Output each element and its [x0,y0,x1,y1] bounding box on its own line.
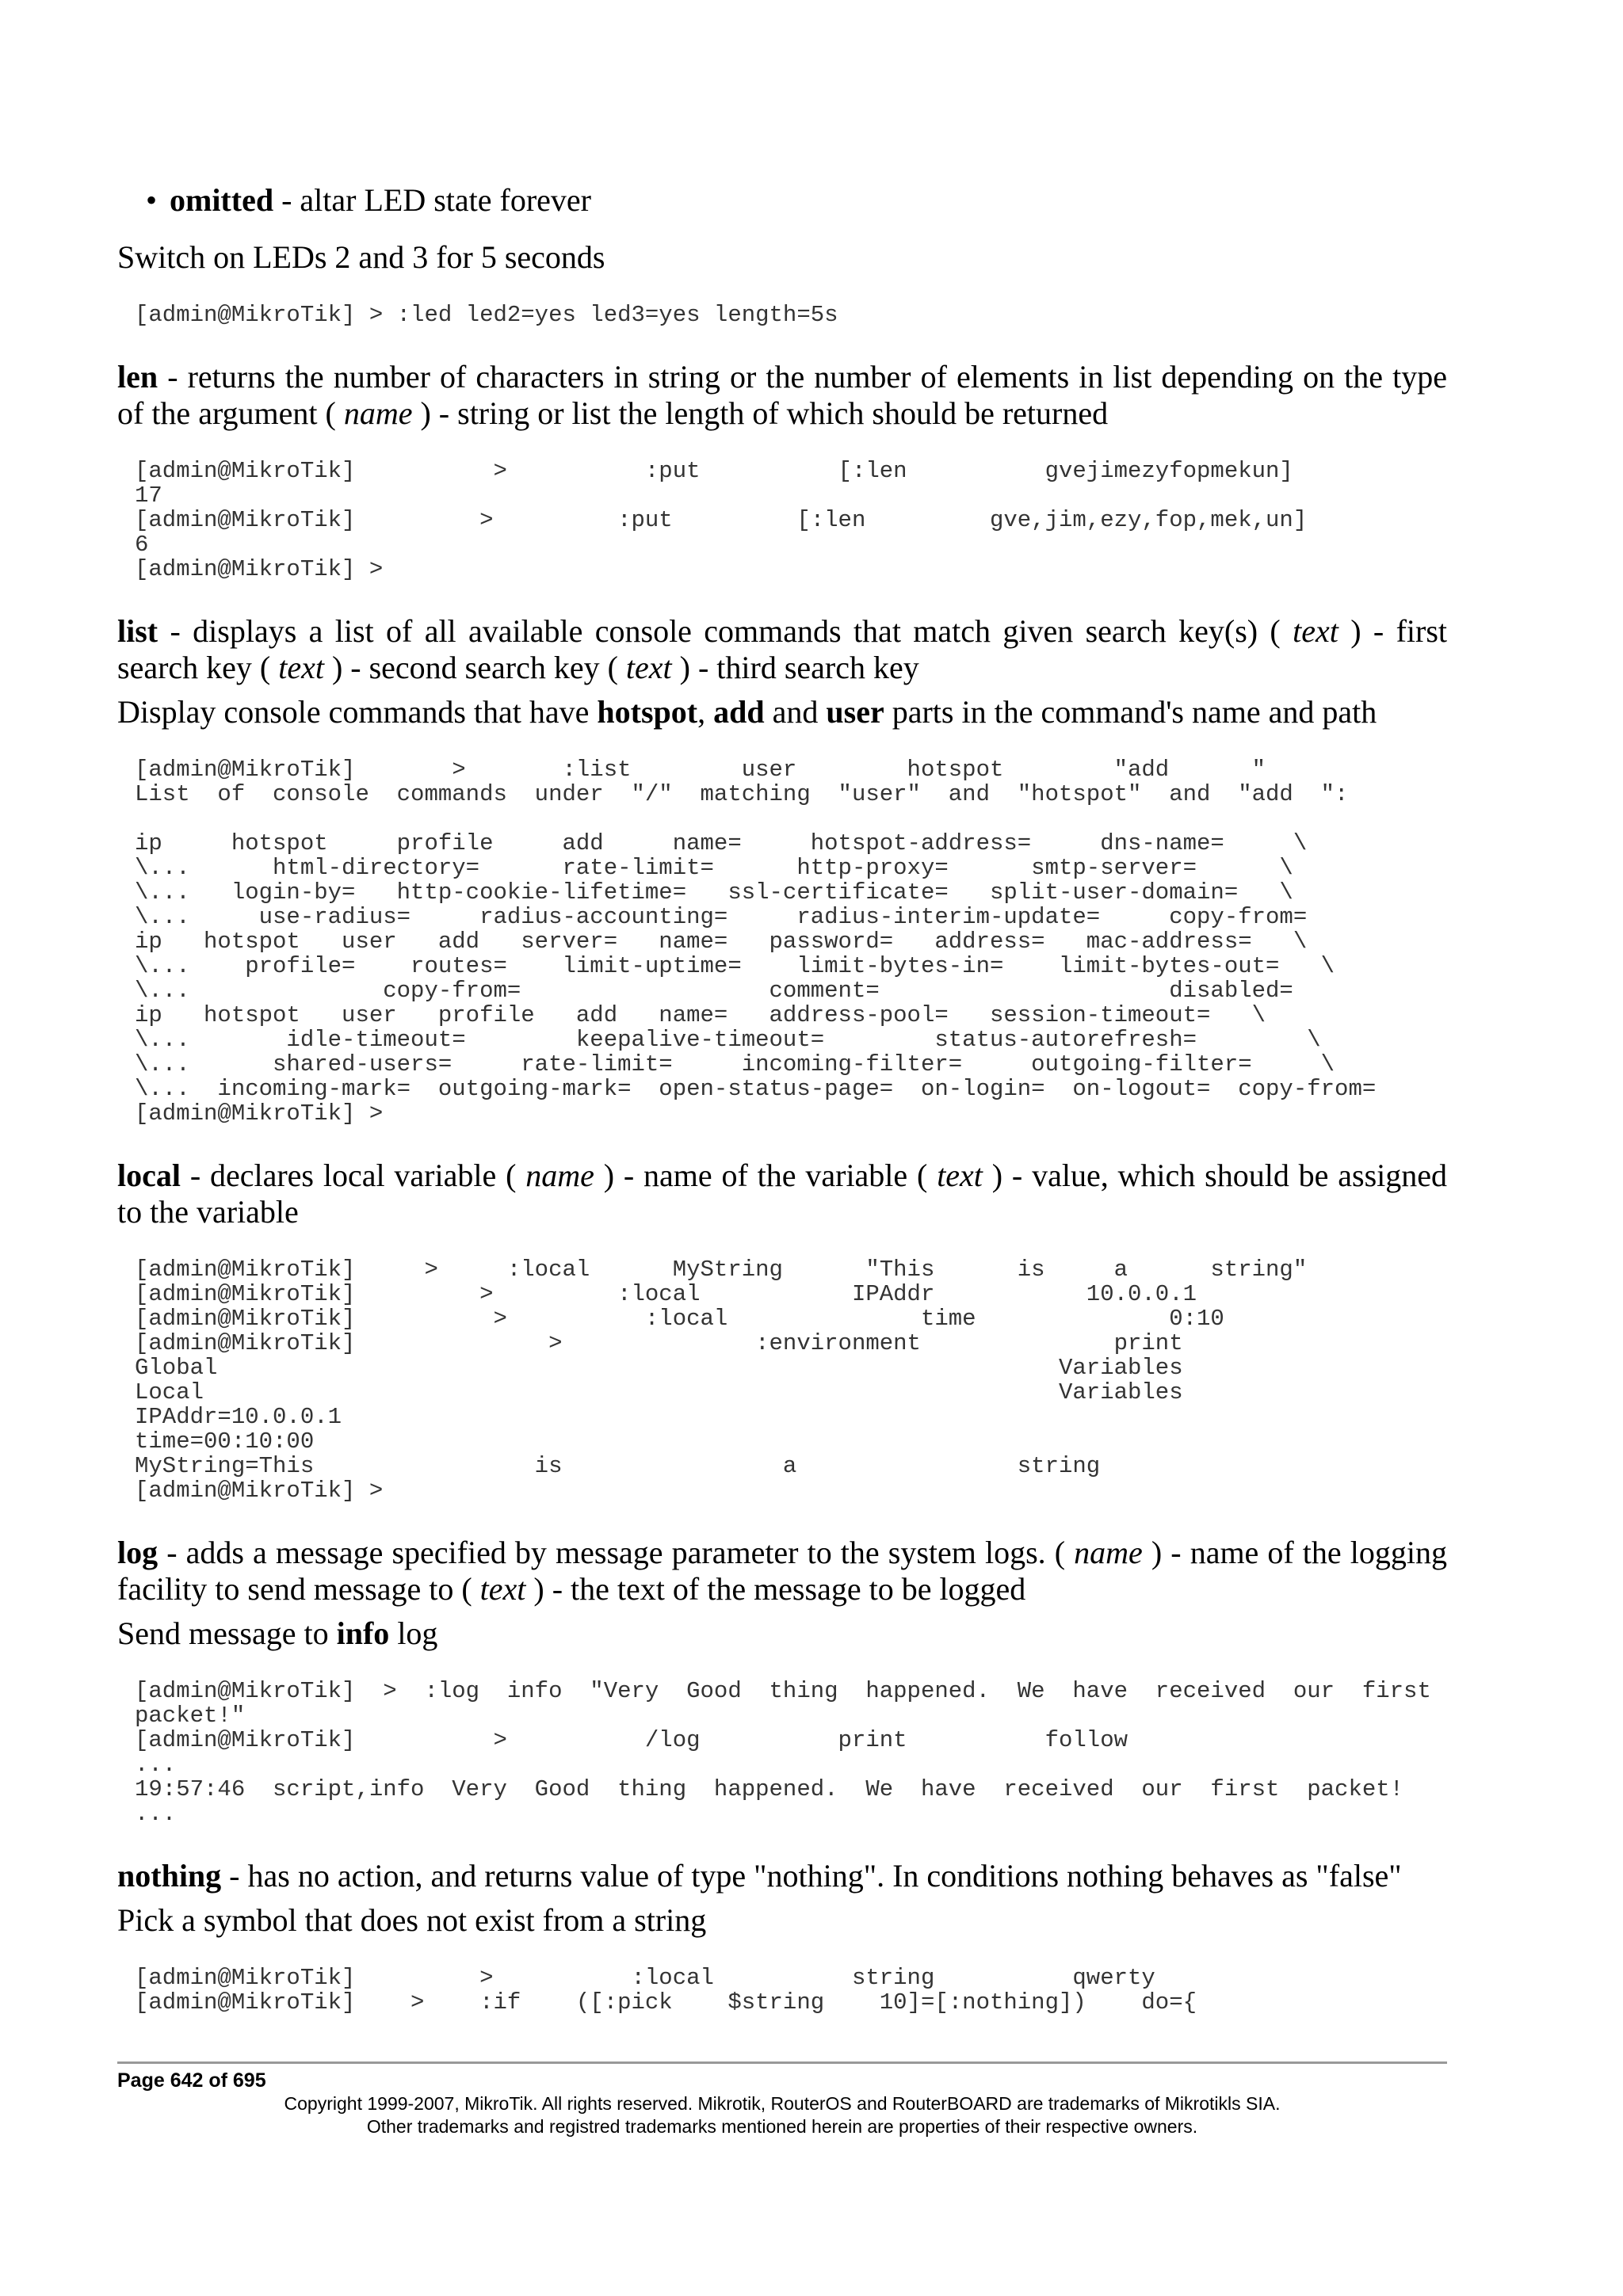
local-code-block: [admin@MikroTik] > :local MyString "This is a string" [admin@MikroTik] > :local IPAddr 10.0.0.1 [admin@MikroTik] > :local time 0:10 [admin@MikroTik] > :environment print Global Variables Local Variables IPAddr=10.0.0.1 time=00:10:00 MyString=This is a string [admin@MikroTik] > [135,1257,1308,1503]
nothing-code-block: [admin@MikroTik] > :local string qwerty [admin@MikroTik] > :if ([:pick $string 10]=[:nothing]) do={ [135,1966,1197,2015]
nothing-description: nothing - has no action, and returns value of type "nothing". In conditions nothing behaves as "false" [117,1858,1402,1894]
page-footer [117,2061,1447,2138]
copyright-line-1: Copyright 1999-2007, MikroTik. All rights reserved. Mikrotik, RouterOS and RouterBOARD are trademarks of Mikrotikls SIA. [284,2093,1281,2114]
term-list: list [117,613,158,649]
list-code-block: [admin@MikroTik] > :list user hotspot "add " List of console commands under "/" matching "user" and "hotspot" and "add ": ip hotspot profile add name= hotspot-address= dns-name= \ \... html-directory= rate-limit= http-proxy= smtp-server= \ \... login-by= http-cookie-lifetime= ssl-certificate= split-user-domain= \ \... use-radius= radius-accounting= radius-interim-update= copy-from= ip hotspot user add server= name= password= address= mac-address= \ \... profile= routes= limit-uptime= limit-bytes-in= limit-bytes-out= \ \... copy-from= comment= disabled= ip hotspot user profile add name= address-pool= session-timeout= \ \... idle-timeout= keepalive-timeout= status-autorefresh= \ \... shared-users= rate-limit= incoming-filter= outgoing-filter= \ \... incoming-mark= outgoing-mark= open-status-page= on-login= on-logout= copy-from= [admin@MikroTik] > [135,757,1377,1126]
led-example-caption: Switch on LEDs 2 and 3 for 5 seconds [117,239,605,275]
page-number: Page 642 of 695 [117,2069,266,2092]
term-len: len [117,359,158,395]
term-omitted-description: - altar LED state forever [273,182,591,218]
list-description: list - displays a list of all available console commands that match given search key(s) ( text ) - first search key ( text ) - second search key ( text ) - third search key [117,613,1448,685]
len-description: len - returns the number of characters in string or the number of elements in list depending on the type of the argument ( name ) - string or list the length of which should be returned [117,359,1447,431]
len-code-block: [admin@MikroTik] > :put [:len gvejimezyfopmekun] 17 [admin@MikroTik] > :put [:len gve,jim,ezy,fop,mek,un] 6 [admin@MikroTik] > [135,459,1308,582]
log-code-block: [admin@MikroTik] > :log info "Very Good thing happened. We have received our first packet!" [admin@MikroTik] > /log print follow ... 19:57:46 script,info Very Good thing happened. We have received our first packet! ... [135,1679,1431,1826]
list-example-caption: Display console commands that have hotspot, add and user parts in the command's name and path [117,694,1377,730]
local-description: local - declares local variable ( name ) - name of the variable ( text ) - value, which should be assigned to the variable [117,1158,1448,1230]
term-nothing: nothing [117,1858,222,1894]
arg-name: name [343,395,413,431]
copyright-line-2: Other trademarks and registred trademarks mentioned herein are properties of their respective owners. [366,2116,1198,2137]
term-log: log [117,1535,158,1570]
led-code-block: [admin@MikroTik] > :led led2=yes led3=yes length=5s [135,303,838,327]
nothing-example-caption: Pick a symbol that does not exist from a string [117,1902,707,1938]
term-local: local [117,1158,181,1193]
bullet-item-omitted [146,182,1447,219]
footer-divider [117,2061,1447,2064]
log-description: log - adds a message specified by message parameter to the system logs. ( name ) - name of the logging facility to send message to ( text ) - the text of the message to be logged [117,1535,1447,1607]
term-omitted: omitted [170,182,274,218]
page-content [117,182,1447,2046]
log-example-caption: Send message to info log [117,1615,438,1651]
bullet-dot: • [146,182,158,218]
